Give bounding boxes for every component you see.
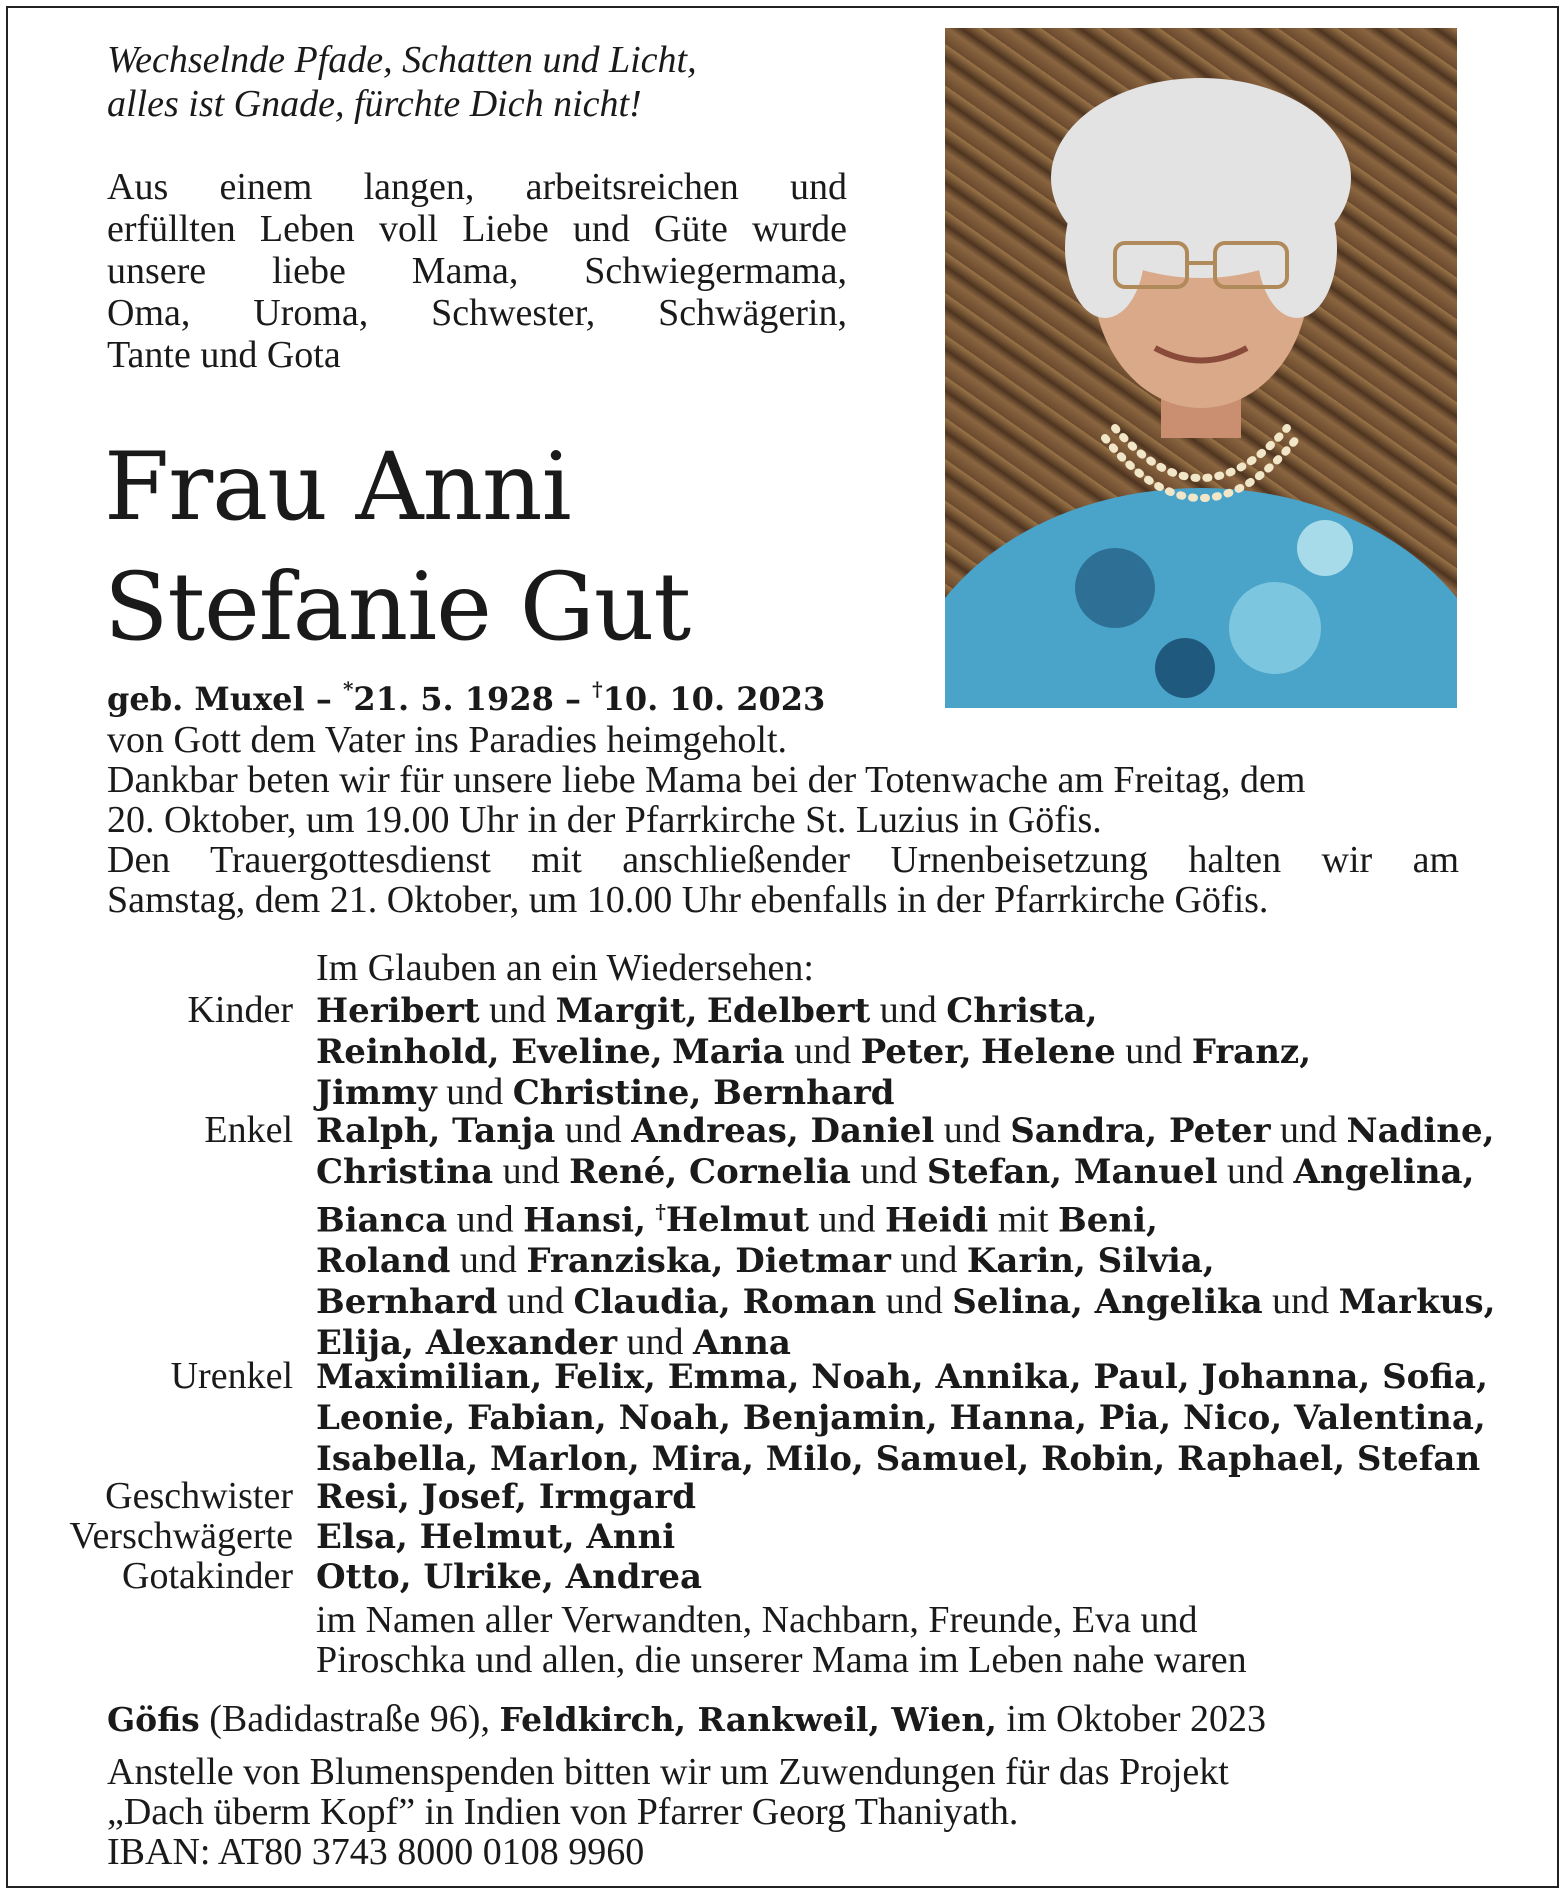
announcement-line: Dankbar beten wir für unsere liebe Mama bei der Totenwache am Freitag, dem bbox=[107, 759, 1306, 801]
conjunction: und bbox=[1125, 1030, 1183, 1072]
conjunction: und bbox=[900, 1239, 958, 1282]
kinder-label: Kinder bbox=[187, 989, 293, 1031]
intro-line: erfüllten Leben voll Liebe und Güte wurde bbox=[107, 208, 847, 250]
announcement-text bbox=[107, 720, 1459, 920]
person-name: Markus, bbox=[1338, 1282, 1496, 1323]
kinder-names bbox=[316, 990, 1556, 1113]
person-name: Heribert bbox=[316, 991, 480, 1031]
quote-line: alles ist Gnade, fürchte Dich nicht! bbox=[107, 83, 642, 125]
conjunction: und bbox=[502, 1150, 560, 1192]
person-name: Heidi bbox=[884, 1200, 989, 1241]
birth-symbol: * bbox=[342, 677, 354, 701]
death-date: 10. 10. 2023 bbox=[602, 680, 826, 718]
maiden-name: geb. Muxel bbox=[107, 680, 305, 718]
conjunction: und bbox=[626, 1321, 684, 1364]
closing-line: Piroschka und allen, die unserer Mama im Leben nahe waren bbox=[316, 1639, 1247, 1681]
conjunction: mit bbox=[997, 1198, 1049, 1241]
place-date bbox=[107, 1698, 1266, 1741]
announcement-line: Samstag, dem 21. Oktober, um 10.00 Uhr ebenfalls in der Pfarrkirche Göfis. bbox=[107, 879, 1269, 921]
portrait-illustration bbox=[945, 28, 1457, 708]
person-name: Bernhard bbox=[316, 1282, 498, 1323]
announcement-line: 20. Oktober, um 19.00 Uhr in der Pfarrkirche St. Luzius in Göfis. bbox=[107, 799, 1102, 841]
person-name: Nadine, bbox=[1346, 1111, 1495, 1151]
person-name: Elsa, Helmut, Anni bbox=[316, 1517, 676, 1557]
conjunction: und bbox=[489, 989, 547, 1031]
person-name: Beni, bbox=[1058, 1200, 1158, 1241]
person-name: Andreas, Daniel bbox=[631, 1111, 935, 1151]
separator: – bbox=[315, 680, 332, 718]
person-name: Anna bbox=[693, 1323, 791, 1364]
conjunction: und bbox=[818, 1198, 876, 1241]
person-name: Maximilian, Felix, Emma, Noah, Annika, Paul, Johanna, Sofia, bbox=[316, 1357, 1488, 1397]
person-name: Selina, Angelika bbox=[952, 1282, 1263, 1323]
person-name: Maria bbox=[672, 1032, 785, 1072]
date: im Oktober 2023 bbox=[1006, 1698, 1267, 1740]
announcement-line: von Gott dem Vater ins Paradies heimgeholt. bbox=[107, 719, 788, 761]
urenkel-label: Urenkel bbox=[170, 1355, 293, 1397]
name-line-1: Frau Anni bbox=[104, 433, 571, 542]
conjunction: und bbox=[446, 1071, 504, 1113]
mourners-closing bbox=[316, 1600, 1247, 1680]
geschwister-label: Geschwister bbox=[105, 1475, 293, 1517]
deceased-symbol: † bbox=[655, 1200, 666, 1224]
person-name: Roland bbox=[316, 1241, 451, 1282]
person-name: Helmut bbox=[665, 1200, 809, 1241]
person-name: Sandra, Peter bbox=[1010, 1111, 1271, 1151]
name-line-2: Stefanie Gut bbox=[104, 553, 691, 662]
conjunction: und bbox=[860, 1150, 918, 1192]
conjunction: und bbox=[456, 1198, 514, 1241]
conjunction: und bbox=[1227, 1150, 1284, 1192]
person-name: Bianca bbox=[316, 1200, 448, 1241]
intro-line: Tante und Gota bbox=[107, 334, 341, 376]
conjunction: und bbox=[879, 989, 937, 1031]
intro-line: Oma, Uroma, Schwester, Schwägerin, bbox=[107, 292, 847, 334]
gotakinder-label: Gotakinder bbox=[122, 1555, 293, 1597]
other-towns: Feldkirch, Rankweil, Wien, bbox=[499, 1700, 997, 1739]
quote-line: Wechselnde Pfade, Schatten und Licht, bbox=[107, 39, 697, 81]
life-dates bbox=[107, 668, 825, 720]
enkel-label: Enkel bbox=[204, 1109, 293, 1151]
gotakinder-names bbox=[316, 1556, 1556, 1597]
person-name: Elija, Alexander bbox=[316, 1323, 618, 1364]
opening-quote bbox=[107, 38, 927, 126]
person-name: Claudia, Roman bbox=[573, 1282, 877, 1323]
person-name: Franz, bbox=[1191, 1032, 1312, 1072]
separator: – bbox=[564, 680, 581, 718]
person-name: Peter, bbox=[860, 1032, 972, 1072]
iban: IBAN: AT80 3743 8000 0108 9960 bbox=[107, 1831, 645, 1873]
mourners-intro: Im Glauben an ein Wiedersehen: bbox=[316, 947, 814, 989]
conjunction: und bbox=[564, 1109, 622, 1151]
death-symbol: † bbox=[592, 677, 603, 701]
donation-line: „Dach überm Kopf” in Indien von Pfarrer Georg Thaniyath. bbox=[107, 1791, 1019, 1833]
intro-paragraph bbox=[107, 166, 847, 376]
address: (Badidastraße 96), bbox=[209, 1698, 490, 1740]
person-name: Stefan, Manuel bbox=[926, 1152, 1218, 1192]
conjunction: und bbox=[943, 1109, 1001, 1151]
enkel-names bbox=[316, 1110, 1556, 1363]
person-name: Leonie, Fabian, Noah, Benjamin, Hanna, Pia, Nico, Valentina, bbox=[316, 1398, 1486, 1438]
person-name: Helene bbox=[981, 1032, 1116, 1072]
person-name: Franziska, Dietmar bbox=[526, 1241, 891, 1282]
person-name: Hansi, bbox=[523, 1200, 646, 1241]
conjunction: und bbox=[1272, 1280, 1330, 1323]
person-name: Christina bbox=[316, 1152, 494, 1192]
announcement-line: Den Trauergottesdienst mit anschließender Urnenbeisetzung halten wir am bbox=[107, 839, 1459, 881]
person-name: Edelbert bbox=[706, 991, 871, 1031]
birth-date: 21. 5. 1928 bbox=[353, 680, 554, 718]
geschwister-names bbox=[316, 1476, 1556, 1517]
closing-line: im Namen aller Verwandten, Nachbarn, Freunde, Eva und bbox=[316, 1599, 1198, 1641]
conjunction: und bbox=[459, 1239, 517, 1282]
person-name: Christa, bbox=[946, 991, 1098, 1031]
person-name: Angelina, bbox=[1293, 1152, 1475, 1192]
deceased-name bbox=[104, 428, 690, 668]
donation-note bbox=[107, 1752, 1229, 1872]
urenkel-names bbox=[316, 1356, 1556, 1479]
verschwaegerte-names bbox=[316, 1516, 1556, 1557]
town: Göfis bbox=[107, 1700, 200, 1739]
conjunction: und bbox=[506, 1280, 564, 1323]
portrait-photo bbox=[945, 28, 1457, 708]
person-name: Karin, Silvia, bbox=[966, 1241, 1215, 1282]
person-name: Jimmy bbox=[316, 1073, 437, 1113]
person-name: Reinhold, Eveline, bbox=[316, 1032, 663, 1072]
donation-line: Anstelle von Blumenspenden bitten wir um Zuwendungen für das Projekt bbox=[107, 1751, 1229, 1793]
conjunction: und bbox=[885, 1280, 943, 1323]
intro-line: unsere liebe Mama, Schwiegermama, bbox=[107, 250, 847, 292]
person-name: Ralph, Tanja bbox=[316, 1111, 556, 1151]
person-name: Resi, Josef, Irmgard bbox=[316, 1477, 696, 1517]
verschwaegerte-label: Verschwägerte bbox=[69, 1515, 293, 1557]
conjunction: und bbox=[1279, 1109, 1337, 1151]
intro-line: Aus einem langen, arbeitsreichen und bbox=[107, 166, 847, 208]
person-name: Christine, Bernhard bbox=[512, 1073, 895, 1113]
person-name: Isabella, Marlon, Mira, Milo, Samuel, Robin, Raphael, Stefan bbox=[316, 1439, 1481, 1479]
conjunction: und bbox=[794, 1030, 852, 1072]
person-name: Otto, Ulrike, Andrea bbox=[316, 1557, 703, 1597]
person-name: Margit, bbox=[555, 991, 698, 1031]
person-name: René, Cornelia bbox=[569, 1152, 851, 1192]
